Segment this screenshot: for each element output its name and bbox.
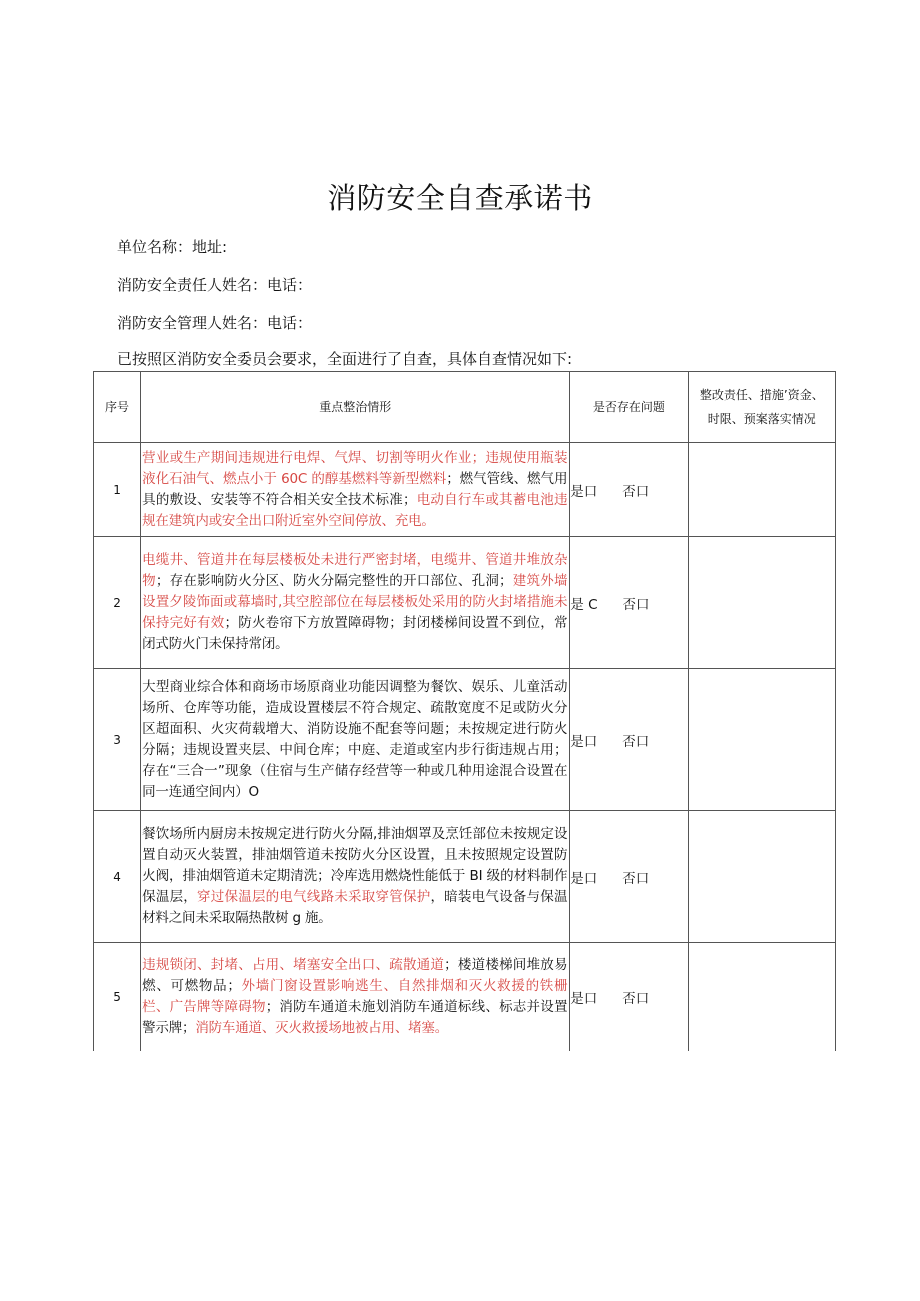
no-checkbox[interactable]: 否口 <box>622 483 650 500</box>
row-seq: 1 <box>94 443 141 537</box>
text-segment: ；存在影响防火分区、防火分隔完整性的开口部位、孔洞； <box>155 573 513 589</box>
page-title: 消防安全自查承诺书 <box>327 181 593 215</box>
responsible-person-line: 消防安全责任人姓名：电话： <box>117 276 313 294</box>
row-description-text <box>141 955 569 1039</box>
row-seq: 3 <box>94 669 141 811</box>
highlighted-segment: 电缆井、管道井在每层楼板处未进行严密封堵，电缆井、管道井堆放杂物 <box>142 552 568 589</box>
text-segment: ；消防车通道未施划消防车通道标线、标志并设置警示牌； <box>142 998 568 1036</box>
table-row <box>94 537 836 669</box>
row-rectification[interactable] <box>688 537 835 669</box>
header-rectification-line2: 时限、预案落实情况 <box>707 412 816 426</box>
yes-checkbox[interactable]: 是 C <box>570 596 598 613</box>
row-yes-no <box>570 943 688 1051</box>
header-has-problem: 是否存在问题 <box>570 372 688 443</box>
yes-checkbox[interactable]: 是口 <box>570 990 598 1007</box>
row-rectification[interactable] <box>688 443 835 537</box>
row-yes-no <box>570 537 688 669</box>
highlighted-segment: 违规锁闭、封堵、占用、堵塞安全出口、疏散通道 <box>142 956 445 973</box>
text-segment: 餐饮场所内厨房未按规定进行防火分隔,排油烟罩及烹饪部位未按规定设置自动灭火装置，排油烟管道未按防火分区设置，且未按照规定设置防火阀，排油烟管道未定期清洗；冷库选用燃烧性能低于 BI 级的材料制作保温层， <box>142 826 568 905</box>
header-rectification-line1: 整改责任、措施’资金、 <box>699 388 824 402</box>
manager-line: 消防安全管理人姓名：电话： <box>117 314 313 332</box>
highlighted-segment: 营业或生产期间违规进行电焊、气焊、切割等明火作业；违规使用瓶装液化石油气、燃点小于 60C 的醇基燃料等新型燃料 <box>142 449 568 487</box>
table-row <box>94 811 836 943</box>
row-yes-no <box>570 811 688 943</box>
row-description <box>141 669 570 811</box>
row-description <box>141 943 570 1051</box>
no-checkbox[interactable]: 否口 <box>622 870 650 887</box>
no-checkbox[interactable]: 否口 <box>622 990 650 1007</box>
table-header-row <box>94 372 836 443</box>
table-row <box>94 669 836 811</box>
header-seq: 序号 <box>94 372 141 443</box>
highlighted-segment: 建筑外墙设置夕陵饰面或幕墙时,其空腔部位在每层楼板处采用的防火封堵措施未保持完好有效 <box>142 573 568 631</box>
row-yes-no <box>570 443 688 537</box>
row-rectification[interactable] <box>688 943 835 1051</box>
row-description <box>141 537 570 669</box>
yes-checkbox[interactable]: 是口 <box>570 483 598 500</box>
yes-checkbox[interactable]: 是口 <box>570 870 598 887</box>
highlighted-segment: 消防车通道、灭火救援场地被占用、堵塞。 <box>195 1019 449 1036</box>
row-description-text <box>141 824 569 929</box>
header-rectification <box>688 372 835 443</box>
table-row <box>94 443 836 537</box>
text-segment: 大型商业综合体和商场市场原商业功能因调整为餐饮、娱乐、儿童活动场所、仓库等功能，造成设置楼层不符合规定、疏散宽度不足或防火分区超面积、火灾荷载增大、消防设施不配套等问题；未按规定进行防火分隔；违规设置夹层、中间仓库；中庭、走道或室内步行街违规占用；存在“三合一”现象（住宿与生产储存经营等一种或几种用途混合设置在同一连通空间内）O <box>142 678 568 800</box>
table-row <box>94 943 836 1051</box>
row-description <box>141 443 570 537</box>
row-seq: 4 <box>94 811 141 943</box>
row-description <box>141 811 570 943</box>
row-description-text <box>141 448 569 532</box>
highlighted-segment: 电动自行车或其蓄电池违规在建筑内或安全出口附近室外空间停放、充电。 <box>142 491 568 529</box>
self-check-table <box>93 371 836 1051</box>
row-yes-no <box>570 669 688 811</box>
text-segment: ；防火卷帘下方放置障碍物；封闭楼梯间设置不到位，常闭式防火门未保持常闭。 <box>142 615 568 652</box>
row-seq: 5 <box>94 943 141 1051</box>
row-description-text <box>141 677 569 803</box>
row-rectification[interactable] <box>688 669 835 811</box>
intro-line: 已按照区消防安全委员会要求，全面进行了自查，具体自查情况如下: <box>117 350 573 368</box>
highlighted-segment: 外墙门窗设置影响逃生、自然排烟和灭火救援的铁栅栏、广告牌等障碍物 <box>142 977 568 1015</box>
unit-name-line: 单位名称：地址: <box>117 238 228 256</box>
text-segment: ；楼道楼梯间堆放易燃、可燃物品； <box>142 956 568 994</box>
text-segment: ；燃气管线、燃气用具的敷设、安装等不符合相关安全技术标准； <box>142 470 568 508</box>
row-rectification[interactable] <box>688 811 835 943</box>
row-seq: 2 <box>94 537 141 669</box>
no-checkbox[interactable]: 否口 <box>622 733 650 750</box>
row-description-text <box>141 550 569 655</box>
header-situation: 重点整治情形 <box>141 372 570 443</box>
text-segment: ，暗装电气设备与保温材料之间未采取隔热散树 g 施。 <box>142 889 568 926</box>
no-checkbox[interactable]: 否口 <box>622 596 650 613</box>
highlighted-segment: 穿过保温层的电气线路未采取穿管保护 <box>197 889 431 905</box>
yes-checkbox[interactable]: 是口 <box>570 733 598 750</box>
